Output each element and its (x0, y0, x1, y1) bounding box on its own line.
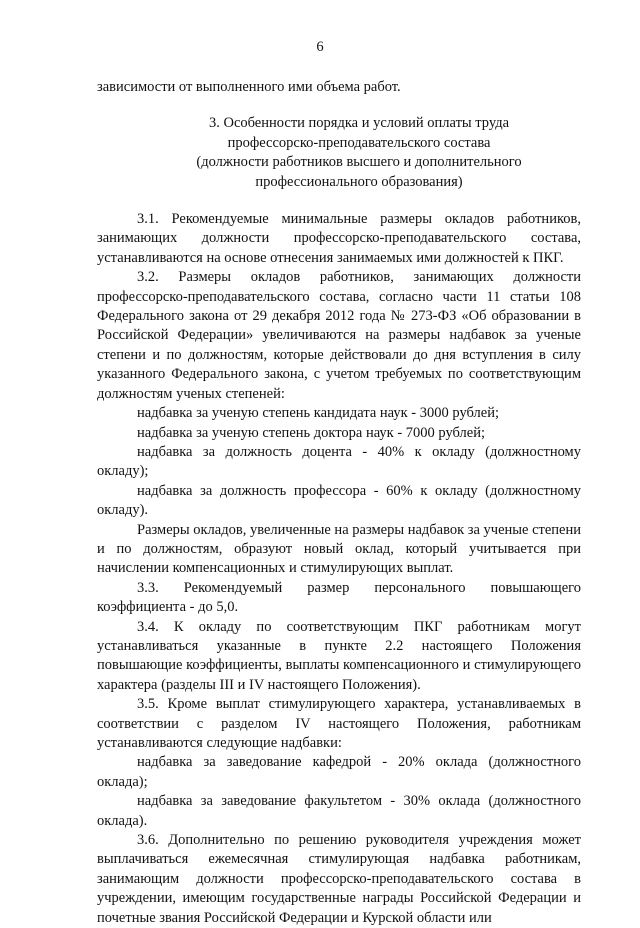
allowance-docent: надбавка за должность доцента - 40% к окладу (должностному окладу); (97, 443, 581, 480)
paragraph-3-2: 3.2. Размеры окладов работников, занимающих должности профессорско-преподавательского состава, согласно части 11 статьи 108 Федерального закона от 29 декабря 2012 года № 273-ФЗ «Об образовании в Российской Федерации» увеличиваются на размеры надбавок за ученые степени и по должностям, которые действовали до дня вступления в силу указанного Федерального закона, с учетом требуемых по соответствующим должностям ученых степеней: (97, 269, 581, 402)
paragraph-3-5: 3.5. Кроме выплат стимулирующего характера, устанавливаемых в соответствии с разделом IV настоящего Положения, работникам устанавливаются следующие надбавки: (97, 696, 581, 751)
heading-line-2: профессорско-преподавательского состава (227, 134, 491, 151)
heading-line-3: (должности работников высшего и дополнительного (196, 154, 522, 171)
intro-line: зависимости от выполненного ими объема работ. (97, 79, 401, 95)
allowance-candidate: надбавка за ученую степень кандидата наук - 3000 рублей; (137, 405, 499, 422)
paragraph-3-4: 3.4. К окладу по соответствующим ПКГ работникам могут устанавливаться указанные в пункте 2.2 настоящего Положения повышающие коэффициенты, выплаты компенсационного и стимулирующего характера (разделы III и IV настоящего Положения). (97, 618, 581, 693)
heading-line-1: 3. Особенности порядка и условий оплаты труда (208, 115, 510, 132)
allowance-doctor: надбавка за ученую степень доктора наук - 7000 рублей; (137, 424, 485, 441)
paragraph-3-1: 3.1. Рекомендуемые минимальные размеры окладов работников, занимающих должности профессорско-преподавательского состава, устанавливаются на основе отнесения занимаемых ими должностей к ПКГ. (97, 211, 581, 266)
allowance-department-head: надбавка за заведование кафедрой - 20% оклада (должностного оклада); (97, 754, 581, 790)
paragraph-3-6: 3.6. Дополнительно по решению руководителя учреждения может выплачиваться ежемесячная стимулирующая надбавка работникам, занимающим должности профессорско-преподавательского состава в учреждении, имеющим государственные награды Российской Федерации и почетные звания Российской Федерации и Курской области или (97, 832, 581, 926)
allowance-professor: надбавка за должность профессора - 60% к окладу (должностному окладу). (97, 482, 581, 519)
document-body (97, 78, 581, 928)
paragraph-3-3: 3.3. Рекомендуемый размер персонального повышающего коэффициента - до 5,0. (97, 579, 581, 616)
page-number: 6 (316, 39, 324, 55)
new-salary-paragraph: Размеры окладов, увеличенные на размеры надбавок за ученые степени и по должностям, образуют новый оклад, который учитывается при начислении компенсационных и стимулирующих выплат. (97, 521, 581, 577)
allowance-faculty-head: надбавка за заведование факультетом - 30% оклада (должностного оклада). (97, 793, 581, 829)
heading-line-4: профессионального образования) (255, 173, 463, 190)
section-heading (97, 114, 581, 192)
